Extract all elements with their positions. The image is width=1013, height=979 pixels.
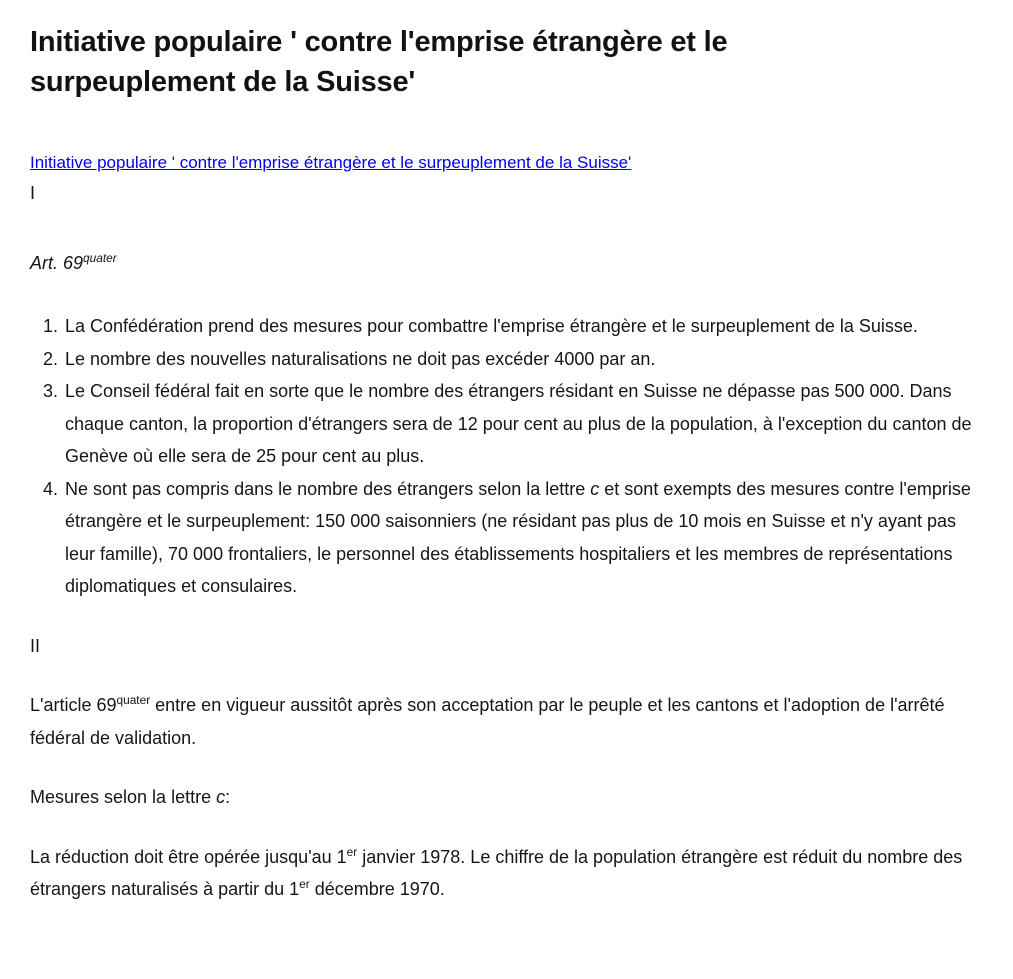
article-superscript: quater <box>83 251 117 265</box>
link-line <box>30 148 983 178</box>
list-item-4-text-after: et sont exempts des mesures contre l'emprise étrangère et le surpeuplement: 150 000 saisonniers (ne résidant pas plus de 10 mois en Suisse et n'y ayant pas leur famille), 70 000 frontaliers, le personnel des établissements hospitaliers et les membres de représentations diplomatiques et consulaires. <box>65 478 971 596</box>
list-item-1 <box>63 310 983 343</box>
section-label-II: II <box>30 635 41 656</box>
ordered-list <box>30 310 983 603</box>
paragraph-mesures <box>30 781 983 814</box>
reduction-superscript-2: er <box>299 877 310 891</box>
paragraph-reduction <box>30 841 983 906</box>
reduction-text-3: décembre 1970. <box>309 879 445 899</box>
list-item-2-text: Le nombre des nouvelles naturalisations ne doit pas excéder 4000 par an. <box>65 348 656 369</box>
page-title: Initiative populaire ' contre l'emprise étrangère et le surpeuplement de la Suisse' <box>30 26 728 98</box>
article-heading <box>30 248 983 278</box>
validation-text-before: L'article 69 <box>30 695 117 715</box>
initiative-link[interactable]: Initiative populaire ' contre l'emprise étrangère et le surpeuplement de la Suisse' <box>30 153 632 172</box>
reduction-text-1: La réduction doit être opérée jusqu'au 1 <box>30 846 347 867</box>
validation-superscript: quater <box>116 693 151 707</box>
section-label-I: I <box>30 183 36 203</box>
mesures-letter-c: c <box>216 787 226 807</box>
list-item-3 <box>63 375 983 473</box>
validation-text-after: entre en vigueur aussitôt après son acceptation par le peuple et les cantons et l'adoption de l'arrêté fédéral de validation. <box>30 695 945 748</box>
list-item-2 <box>63 343 983 376</box>
reduction-text-2: janvier 1978. Le chiffre de la population étrangère est réduit du nombre des étrangers naturalisés à partir du 1 <box>30 846 963 899</box>
list-item-4 <box>63 473 983 603</box>
list-item-4-text-before: Ne sont pas compris dans le nombre des étrangers selon la lettre <box>65 478 591 499</box>
mesures-text: Mesures selon la lettre <box>30 787 217 807</box>
mesures-colon: : <box>225 787 231 807</box>
list-item-3-text: Le Conseil fédéral fait en sorte que le nombre des étrangers résidant en Suisse ne dépasse pas 500 000. Dans chaque canton, la proportion d'étrangers sera de 12 pour cent au plus de la population, à l'exception du canton de Genève où elle sera de 25 pour cent au plus. <box>65 381 972 466</box>
list-item-4-letter-c: c <box>590 478 600 499</box>
article-number: Art. 69 <box>30 253 84 273</box>
paragraph-entry-into-force <box>30 689 983 754</box>
list-item-1-text: La Confédération prend des mesures pour combattre l'emprise étrangère et le surpeuplement de la Suisse. <box>65 316 918 336</box>
reduction-superscript-1: er <box>346 844 358 859</box>
